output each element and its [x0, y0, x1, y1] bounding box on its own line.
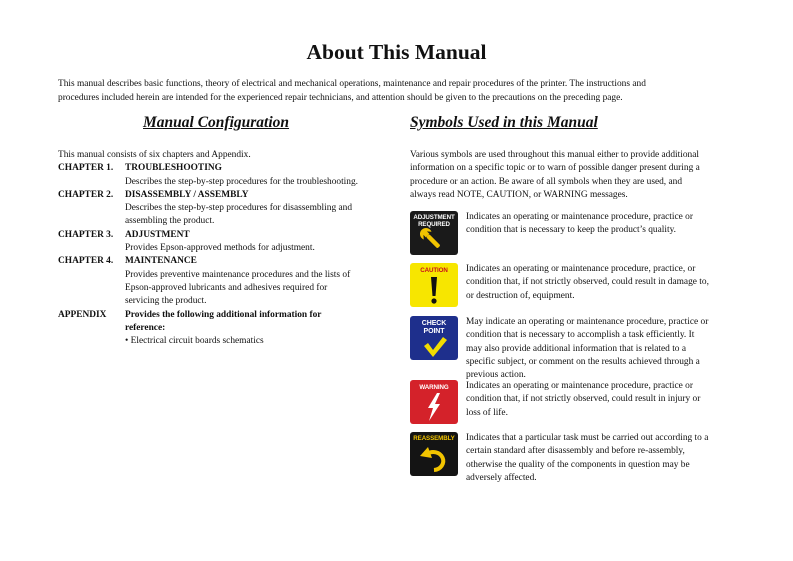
symbol-description [458, 432, 740, 485]
badge-label: WARNING [419, 384, 449, 391]
chapter-desc-line: Epson-approved lubricants and adhesives required for [125, 282, 328, 293]
symbol-reassembly [410, 432, 740, 485]
symbol-desc-line: Indicates an operating or maintenance procedure, practice or [466, 212, 693, 222]
badge-label-line: CHECK [421, 320, 447, 327]
chapter-desc-line: Provides preventive maintenance procedures and the lists of [125, 269, 351, 280]
page-title: About This Manual [306, 40, 487, 64]
adjustment-required-badge [410, 211, 458, 255]
chapter-desc-line: Describes the step-by-step procedures for the troubleshooting. [125, 176, 359, 187]
manual-configuration-heading: Manual Configuration [143, 114, 290, 131]
chapter-desc-line: Provides Epson-approved methods for adjustment. [125, 243, 315, 254]
badge-label: CAUTION [420, 267, 448, 274]
lightning-icon [410, 380, 458, 424]
appendix-entry [58, 309, 388, 349]
symbols-intro [410, 149, 740, 202]
symbols-section [410, 149, 740, 483]
symbol-desc-line: or destruction of, equipment. [466, 290, 575, 301]
symbol-desc-line: condition that is necessary to keep the product’s quality. [466, 225, 677, 236]
symbol-desc-line: adversely affected. [466, 472, 537, 483]
chapter-entry [58, 189, 388, 229]
appendix-title: Provides the following additional information for [125, 309, 322, 320]
appendix-item: • Electrical circuit boards schematics [125, 336, 264, 347]
appendix-description [58, 322, 380, 349]
symbol-desc-line: certain standard after disassembly and before re-assembly, [466, 446, 685, 457]
symbol-adjustment-required [410, 211, 740, 255]
caution-badge [410, 263, 458, 307]
intro-line: This manual describes basic functions, theory of electrical and mechanical operations, maintenance and repair procedures of the printer. The instructions and [58, 79, 646, 89]
symbol-desc-line: may also provide additional information that is related to a [466, 343, 686, 354]
symbol-desc-line: condition that, if not strictly observed, could result in damage to, [466, 277, 709, 288]
checkmark-icon [410, 316, 458, 360]
chapter-description [58, 242, 380, 255]
configuration-section [58, 149, 388, 348]
wrench-icon [410, 211, 458, 255]
chapter-label: CHAPTER 4. [58, 256, 114, 267]
badge-label-line: REQUIRED [418, 221, 450, 228]
chapter-label: CHAPTER 1. [58, 163, 114, 174]
reassembly-badge [410, 432, 458, 476]
chapter-title: DISASSEMBLY / ASSEMBLY [125, 189, 249, 200]
symbol-description [458, 380, 740, 424]
symbol-desc-line: Indicates an operating or maintenance procedure, practice or [466, 381, 693, 391]
check-point-badge [410, 316, 458, 360]
warning-badge [410, 380, 458, 424]
symbols-intro-line: procedure or an action. Be aware of all symbols when they are used, and [410, 176, 683, 187]
symbol-desc-line: May indicate an operating or maintenance procedure, practice or [466, 317, 709, 327]
return-arrow-icon [410, 432, 458, 476]
symbol-desc-line: loss of life. [466, 407, 508, 418]
symbol-desc-line: specific subject, or comment on the results achieved through a [466, 356, 700, 367]
intro-line: procedures included herein are intended for the experienced repair technicians, and attention should be given to the precautions on the preceding page. [58, 92, 623, 103]
chapter-description [58, 202, 380, 229]
symbol-caution [410, 263, 740, 307]
symbol-description [458, 263, 740, 307]
appendix-title-cont: reference: [125, 322, 166, 333]
symbols-intro-line: Various symbols are used throughout this manual either to provide additional [410, 150, 700, 160]
symbol-description [458, 211, 740, 255]
chapter-label: CHAPTER 3. [58, 229, 114, 240]
chapter-description [58, 176, 380, 189]
symbols-heading: Symbols Used in this Manual [410, 114, 598, 131]
intro-paragraph [58, 78, 738, 105]
badge-label-line: POINT [423, 328, 445, 335]
chapter-title: ADJUSTMENT [125, 229, 190, 240]
symbol-desc-line: condition that is necessary to accomplish a task efficiently. It [466, 330, 695, 341]
symbol-desc-line: condition that, if not strictly observed, could result in injury or [466, 394, 701, 405]
chapter-entry [58, 162, 388, 189]
chapter-label: CHAPTER 2. [58, 189, 114, 200]
chapter-desc-line: assembling the product. [125, 216, 215, 227]
configuration-intro: This manual consists of six chapters and Appendix. [58, 150, 251, 160]
chapter-desc-line: Describes the step-by-step procedures for disassembling and [125, 203, 353, 214]
symbols-intro-line: always read NOTE, CAUTION, or WARNING messages. [410, 189, 628, 200]
chapter-title: MAINTENANCE [125, 256, 197, 267]
symbol-desc-line: otherwise the quality of the components in question may be [466, 459, 690, 470]
chapter-desc-line: servicing the product. [125, 296, 207, 307]
exclamation-icon [410, 263, 458, 307]
symbol-desc-line: previous action. [466, 370, 526, 381]
chapter-entry [58, 255, 388, 308]
symbol-description [458, 316, 740, 382]
badge-label: REASSEMBLY [413, 435, 455, 442]
chapter-entry [58, 229, 388, 256]
appendix-label: APPENDIX [58, 309, 107, 320]
symbol-desc-line: Indicates that a particular task must be carried out according to a [466, 433, 709, 443]
chapter-description [58, 269, 380, 309]
symbol-warning [410, 380, 740, 424]
symbol-check-point [410, 316, 740, 382]
symbols-intro-line: information on a specific topic or to warn of possible danger present during a [410, 163, 700, 174]
chapter-title: TROUBLESHOOTING [125, 163, 222, 174]
symbol-desc-line: Indicates an operating or maintenance procedure, practice, or [466, 264, 696, 274]
badge-label-line: ADJUSTMENT [413, 214, 455, 221]
